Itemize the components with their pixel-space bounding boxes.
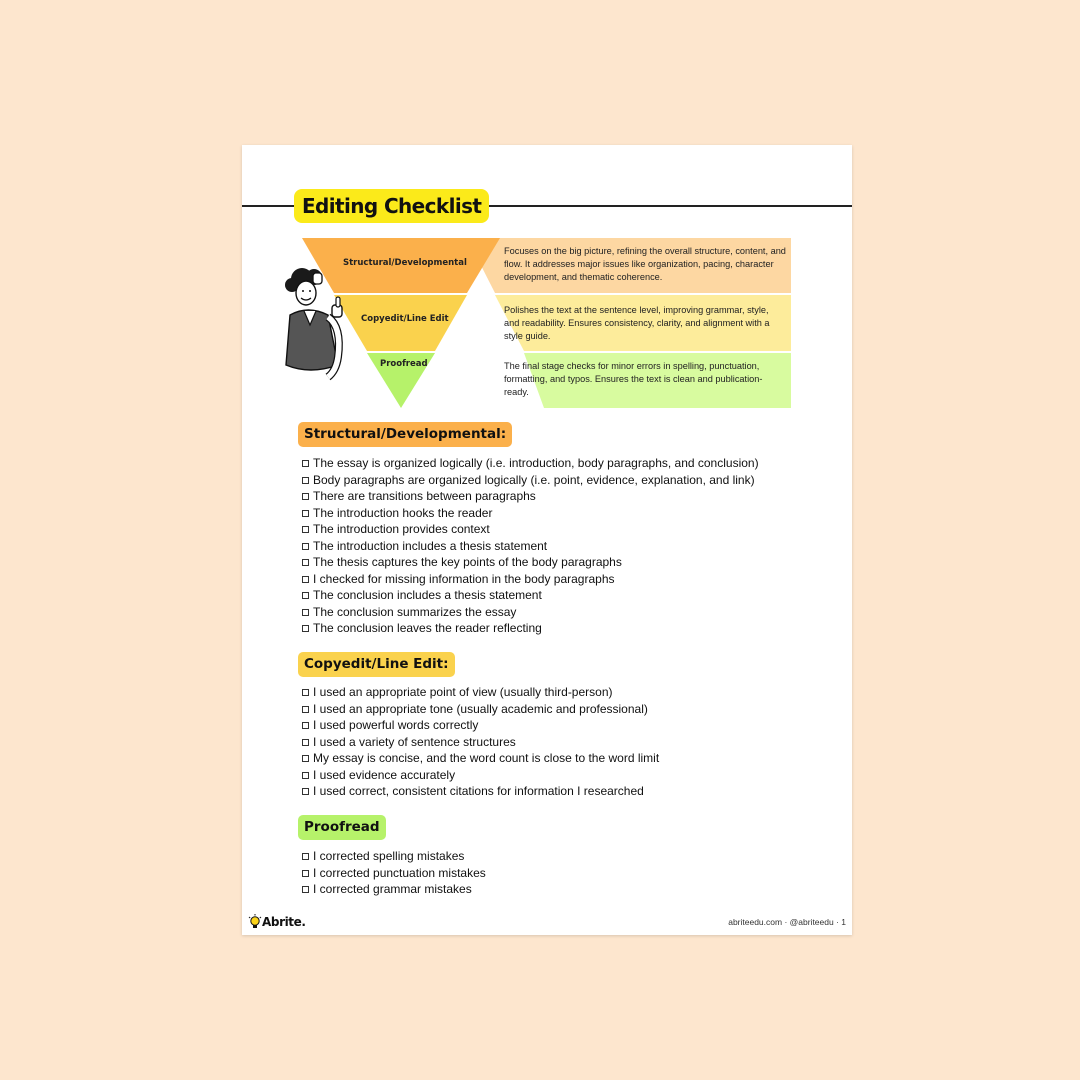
checklist-item-text: I used powerful words correctly (313, 718, 479, 732)
checklist-item-text: Body paragraphs are organized logically (i.e. point, evidence, explanation, and link) (313, 472, 755, 487)
checklist-item-text: The essay is organized logically (i.e. introduction, body paragraphs, and conclusion) (313, 456, 759, 470)
checklist-item (302, 717, 802, 734)
checkbox-icon[interactable] (302, 755, 309, 762)
checklist-copyedit (302, 684, 802, 800)
checkbox-icon[interactable] (302, 739, 309, 746)
section-heading-proofread: Proofread (298, 815, 386, 840)
page-title: Editing Checklist (294, 189, 489, 223)
checkbox-icon[interactable] (302, 609, 309, 616)
stage-desc-copyedit: Polishes the text at the sentence level, improving grammar, style, and readability. Ensures consistency, clarity, and alignment with a style guide. (504, 305, 770, 341)
checklist-item-text: I used an appropriate tone (usually academic and professional) (313, 701, 648, 716)
checklist-item (302, 488, 802, 505)
checklist-item (302, 554, 802, 571)
stage-label-proofread: Proofread (380, 359, 428, 369)
checklist-item-text: I used a variety of sentence structures (313, 734, 516, 749)
checklist-item (302, 848, 802, 865)
checkbox-icon[interactable] (302, 526, 309, 533)
checklist-item (302, 455, 802, 472)
checklist-item-text: I used evidence accurately (313, 767, 456, 782)
checklist-item (302, 505, 802, 522)
checkbox-icon[interactable] (302, 689, 309, 696)
checkbox-icon[interactable] (302, 576, 309, 583)
checkbox-icon[interactable] (302, 510, 309, 517)
checklist-item (302, 472, 802, 489)
checklist-item-text: I used an appropriate point of view (usually third-person) (313, 685, 613, 699)
checklist-item-text: The introduction provides context (313, 522, 490, 536)
footer-logo (248, 912, 306, 932)
checkbox-icon[interactable] (302, 870, 309, 877)
checkbox-icon[interactable] (302, 886, 309, 893)
checklist-item (302, 734, 802, 751)
checklist-item (302, 521, 802, 538)
checkbox-icon[interactable] (302, 592, 309, 599)
checklist-item (302, 620, 802, 637)
lightbulb-icon (248, 914, 262, 930)
checklist-item (302, 587, 802, 604)
stage-desc-proofread: The final stage checks for minor errors in spelling, punctuation, formatting, and typos. Ensures the text is clean and publication-ready. (504, 361, 763, 397)
checklist-item-text: The introduction includes a thesis statement (313, 538, 548, 553)
checklist-item (302, 604, 802, 621)
checklist-item-text: I corrected grammar mistakes (313, 882, 472, 896)
checklist-page (242, 145, 852, 935)
brand-name: Abrite. (262, 915, 306, 929)
checklist-item-text: There are transitions between paragraphs (313, 489, 536, 503)
checkbox-icon[interactable] (302, 706, 309, 713)
checkbox-icon[interactable] (302, 772, 309, 779)
checklist-proofread (302, 848, 802, 898)
checklist-item-text: I corrected spelling mistakes (313, 849, 465, 863)
checklist-item (302, 865, 802, 882)
checklist-item (302, 767, 802, 784)
checklist-item (302, 701, 802, 718)
checklist-item (302, 571, 802, 588)
checklist-item (302, 881, 802, 898)
checklist-item-text: The conclusion includes a thesis statement (313, 588, 542, 602)
checklist-item-text: The thesis captures the key points of the body paragraphs (313, 555, 622, 569)
checklist-structural (302, 455, 802, 637)
checklist-item (302, 750, 802, 767)
checklist-item-text: The conclusion leaves the reader reflecting (313, 621, 542, 635)
footer-credits: abriteedu.com · @abriteedu · 1 (728, 917, 846, 927)
checklist-item (302, 783, 802, 800)
checkbox-icon[interactable] (302, 477, 309, 484)
checklist-item-text: I used correct, consistent citations for information I researched (313, 784, 644, 798)
checkbox-icon[interactable] (302, 722, 309, 729)
checklist-item-text: The conclusion summarizes the essay (313, 604, 517, 619)
checklist-item-text: My essay is concise, and the word count is close to the word limit (313, 751, 660, 765)
checklist-item-text: The introduction hooks the reader (313, 505, 493, 520)
stage-label-copyedit: Copyedit/Line Edit (361, 314, 449, 324)
checklist-item (302, 538, 802, 555)
checkbox-icon[interactable] (302, 625, 309, 632)
checkbox-icon[interactable] (302, 493, 309, 500)
checkbox-icon[interactable] (302, 853, 309, 860)
checklist-item (302, 684, 802, 701)
section-heading-structural: Structural/Developmental: (298, 422, 512, 447)
section-heading-copyedit: Copyedit/Line Edit: (298, 652, 455, 677)
checkbox-icon[interactable] (302, 460, 309, 467)
stage-desc-structural: Focuses on the big picture, refining the overall structure, content, and flow. It addresses major issues like organization, pacing, character development, and thematic coherence. (504, 246, 786, 282)
checklist-item-text: I checked for missing information in the body paragraphs (313, 571, 615, 586)
checkbox-icon[interactable] (302, 543, 309, 550)
checkbox-icon[interactable] (302, 788, 309, 795)
character-illustration (276, 265, 376, 395)
checklist-item-text: I corrected punctuation mistakes (313, 865, 486, 880)
checkbox-icon[interactable] (302, 559, 309, 566)
stage-label-structural: Structural/Developmental (343, 258, 467, 268)
